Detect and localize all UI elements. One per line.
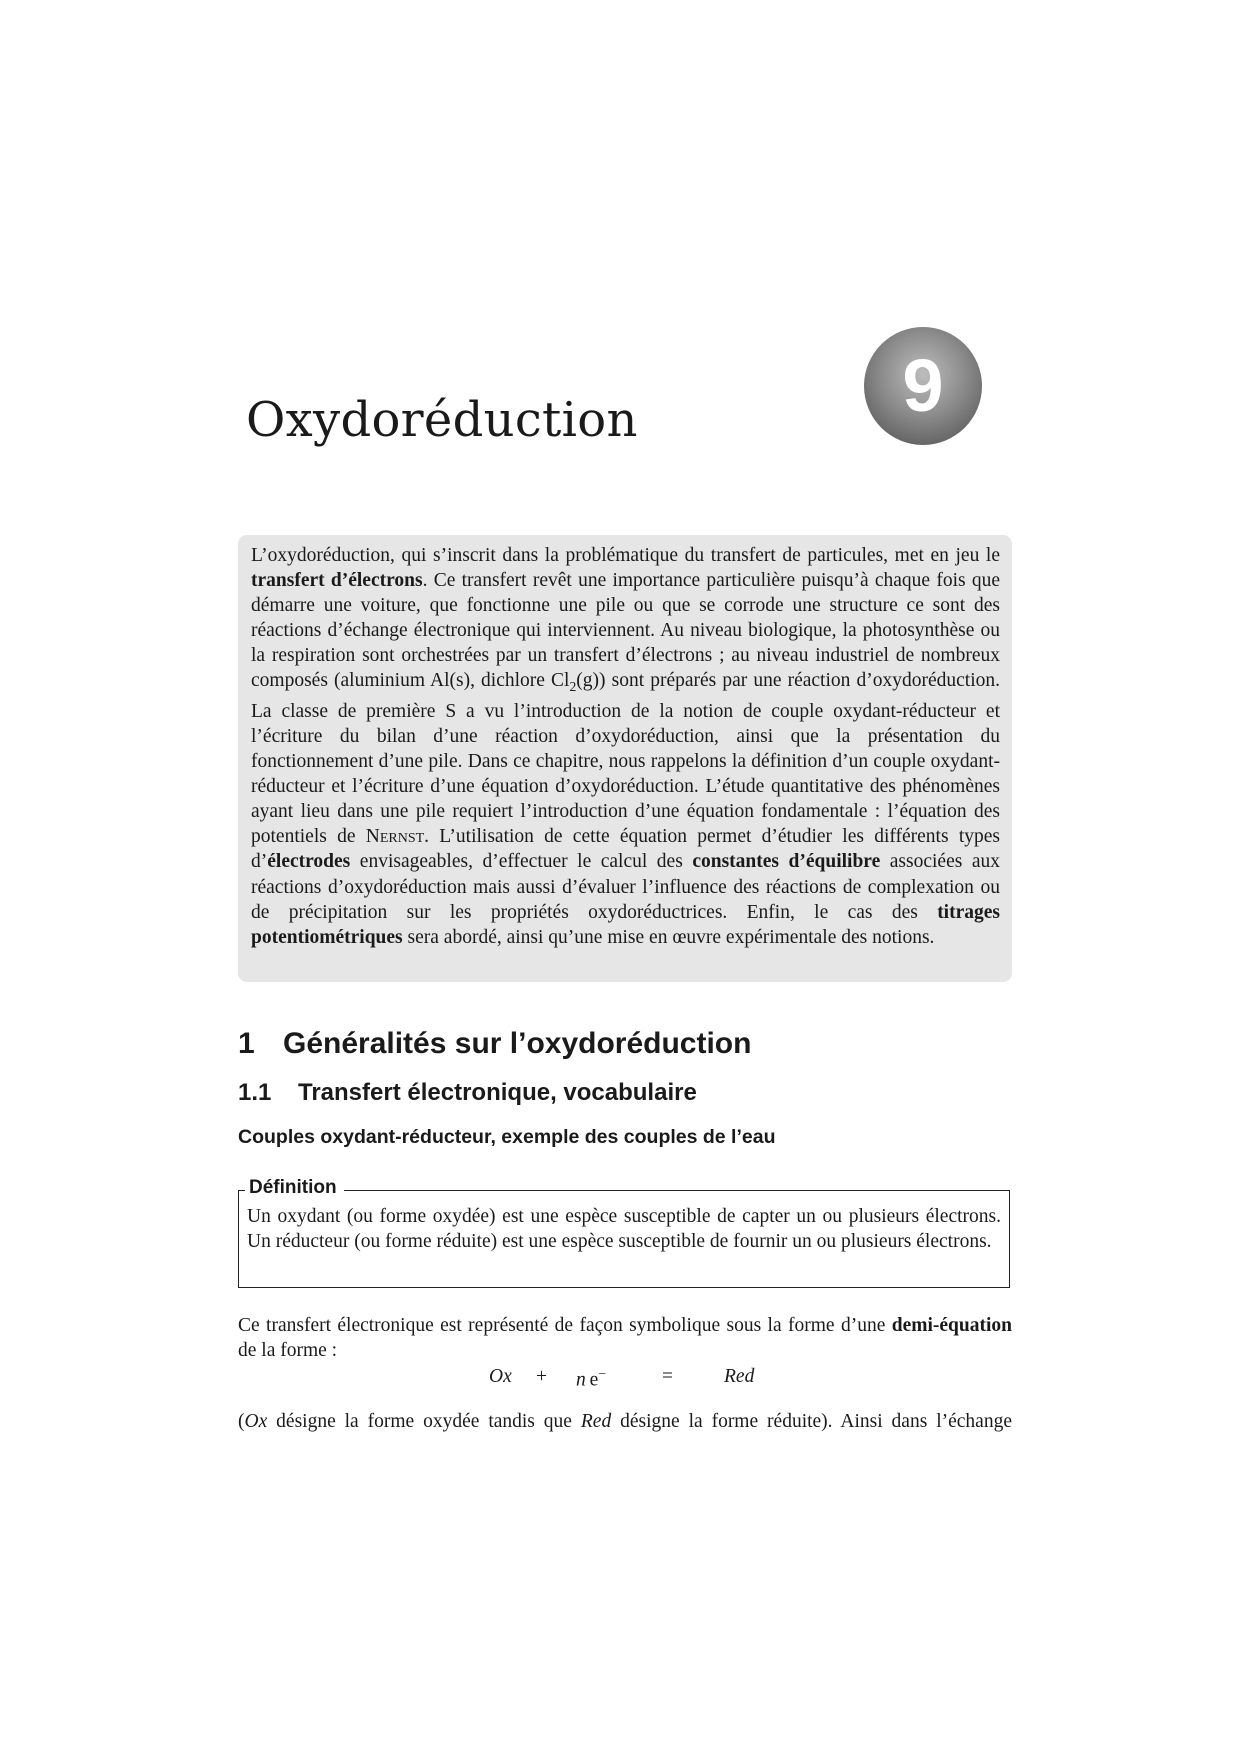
abstract-text-segment: sera abordé, ainsi qu’une mise en œuvre expérimentale des notions.: [402, 926, 935, 948]
abstract-text-segment: associées aux réactions d’oxydoréduction mais aussi d’évaluer l’influence des réactions de complexation ou de précipitation sur les propriétés oxydoréductrices. Enfin, le cas des: [251, 851, 1000, 923]
subsection-heading: Couples oxydant-réducteur, exemple des couples de l’eau: [238, 1126, 776, 1148]
paragraph-text-segment: (: [238, 1411, 245, 1432]
term-red: Red: [580, 1411, 612, 1432]
keyword-electrodes: électrodes: [267, 851, 351, 873]
section-heading-1: [238, 1027, 751, 1061]
chapter-number-badge: 9: [864, 327, 982, 445]
equation-equals: =: [662, 1366, 673, 1387]
section-number: 1: [238, 1027, 255, 1060]
equation-reductant: Red: [724, 1366, 755, 1387]
paragraph-text-segment: Ce transfert électronique est représenté de façon symbolique sous la forme d’une: [238, 1315, 892, 1336]
equation-charge: −: [598, 1366, 607, 1381]
paragraph-text-segment: désigne la forme oxydée tandis que: [267, 1411, 581, 1432]
definition-label: Définition: [245, 1177, 344, 1199]
abstract-text-segment: (g)) sont préparés par une réaction d’oxydoréduction. La classe de première S a vu l’introduction de la notion de couple oxydant-réducteur et l’écriture du bilan d’une réaction d’oxydoréduction, ainsi que la présentation du fonctionnement d’une pile. Dans ce chapitre, nous rappelons la définition d’un couple oxydant-réducteur et l’écriture d’une équation d’oxydoréduction. L’étude quantitative des phénomènes ayant lieu dans une pile requiert l’introduction d’une équation fondamentale : l’équation des potentiels de: [251, 670, 1000, 848]
half-equation: [0, 1366, 1240, 1392]
abstract-text-segment: . Ce transfert revêt une importance particulière puisqu’à chaque fois que démarre une voiture, que fonctionne une pile ou que se corrode une structure ce sont des réactions d’échange électronique qui interviennent. Au niveau biologique, la photosynthèse ou la respiration sont orchestrées par un transfert d’électrons ; au niveau industriel de nombreux composés (aluminium Al(s), dichlore Cl: [251, 570, 1000, 692]
paragraph-text-segment: de la forme :: [238, 1340, 338, 1361]
equation-n: n: [576, 1369, 586, 1391]
term-ox: Ox: [244, 1411, 268, 1432]
name-nernst: Nernst: [365, 826, 425, 848]
equation-e: e: [589, 1369, 599, 1391]
keyword-demi-equation: demi-équation: [891, 1315, 1012, 1336]
definition-text: Un oxydant (ou forme oxydée) est une espèce susceptible de capter un ou plusieurs électrons. Un réducteur (ou forme réduite) est une espèce susceptible de fournir un ou plusieurs électrons.: [247, 1206, 1001, 1252]
abstract-text: [251, 543, 1000, 950]
equation-plus: +: [536, 1366, 547, 1387]
abstract-text-segment: envisageables, d’effectuer le calcul des: [350, 851, 693, 873]
section-number: 1.1: [238, 1079, 272, 1106]
equation-electrons: [576, 1366, 606, 1392]
keyword-constantes-equilibre: constantes d’équilibre: [692, 851, 881, 873]
section-heading-1-1: [238, 1079, 697, 1107]
subscript: 2: [569, 679, 577, 695]
chapter-title: Oxydoréduction: [246, 392, 638, 448]
paragraph-demi-equation: [238, 1313, 1012, 1363]
chapter-abstract: [238, 535, 1012, 982]
keyword-titrages: titrages potentiométriques: [251, 901, 1000, 948]
abstract-text-segment: . L’utilisation de cette équation permet d’étudier les différents types d’: [251, 826, 1000, 873]
section-title: Généralités sur l’oxydoréduction: [283, 1027, 752, 1060]
abstract-text-segment: L’oxydoréduction, qui s’inscrit dans la problématique du transfert de particules, met en jeu le: [251, 545, 1000, 566]
paragraph-text-segment: désigne la forme réduite). Ainsi dans l’échange: [611, 1411, 1012, 1432]
equation-oxidant: Ox: [489, 1366, 512, 1387]
section-title: Transfert électronique, vocabulaire: [298, 1079, 697, 1106]
paragraph-ox-red: [238, 1409, 1012, 1434]
definition-box: [238, 1177, 1010, 1288]
keyword-transfert-electrons: transfert d’électrons: [251, 570, 423, 592]
